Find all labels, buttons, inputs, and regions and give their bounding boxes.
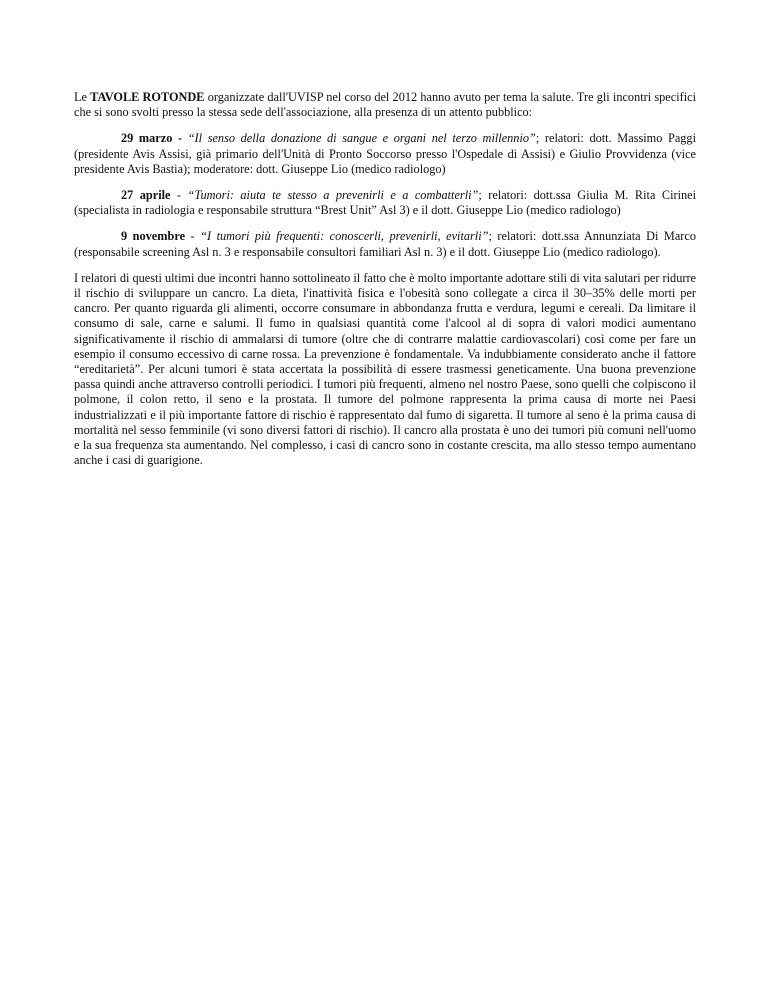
event-details: ; relatori: dott.ssa Giulia M. Rita Cirinei (specialista in radiologia e responsabile struttura “Brest Unit” Asl 3) e il dott. Giuseppe Lio (medico radiologo) <box>74 188 697 218</box>
event-date: 29 marzo - <box>121 131 183 146</box>
event-item <box>74 188 696 218</box>
event-title: “Tumori: aiuta te stesso a prevenirli e a combatterli” <box>187 188 479 203</box>
event-details: ; relatori: dott.ssa Annunziata Di Marco (responsabile screening Asl n. 3 e responsabile consultori familiari Asl n. 3) e il dott. Giuseppe Lio (medico radiologo). <box>74 229 696 259</box>
event-date: 27 aprile <box>121 188 171 203</box>
event-date: 9 novembre <box>121 229 186 244</box>
document-body <box>74 90 696 468</box>
event-item <box>74 229 696 259</box>
event-title: “Il senso della donazione di sangue e organi nel terzo millennio” <box>187 131 536 146</box>
intro-text: organizzate dall'UVISP nel corso del 2012 hanno avuto per tema la salute. Tre gli incontri specifici che si sono svolti presso la stessa sede dell'associazione, alla presenza di un attento pubblico: <box>74 90 697 120</box>
intro-paragraph <box>74 90 696 120</box>
intro-highlight: TAVOLE ROTONDE <box>90 90 205 104</box>
event-separator: - <box>170 188 188 203</box>
closing-paragraph: I relatori di questi ultimi due incontri hanno sottolineato il fatto che è molto importante adottare stili di vita salutari per ridurre il rischio di sviluppare un cancro. La dieta, l'inattività fisica e l'obesità sono collegate a circa il 30–35% delle morti per cancro. Per quanto riguarda gli alimenti, occorre consumare in abbondanza frutta e verdura, legumi e cereali. Da limitare il consumo di sale, carne e salumi. Il fumo in qualsiasi quantità come l'alcool al di sopra di valori modici aumentano significativamente il rischio di ammalarsi di tumore (oltre che di contrarre malattie cardiovascolari) così come per fare un esempio il consumo eccessivo di carne rossa. La prevenzione è fondamentale. Va indubbiamente considerato anche il fattore “ereditarietà”. Per alcuni tumori è stata accertata la possibilità di essere trasmessi geneticamente. Una buona prevenzione passa quindi anche attraverso controlli periodici. I tumori più frequenti, almeno nel nostro Paese, sono quelli che colpiscono il polmone, il colon retto, il seno e la prostata. Il tumore del polmone rappresenta la prima causa di morte nei Paesi industrializzati e il più importante fattore di rischio è rappresentato dal fumo di sigaretta. Il tumore al seno è la prima causa di mortalità nel sesso femminile (vi sono diversi fattori di rischio). Il cancro alla prostata è uno dei tumori più comuni nell'uomo e la sua frequenza sta aumentando. Nel complesso, i casi di cancro sono in costante crescita, ma allo stesso tempo aumentano anche i casi di guarigione. <box>74 270 696 468</box>
event-separator: - <box>185 229 201 244</box>
intro-prefix: Le <box>74 90 91 104</box>
event-details: ; relatori: dott. Massimo Paggi (presidente Avis Assisi, già primario dell'Unità di Pronto Soccorso presso l'Ospedale di Assisi) e Giulio Provvidenza (vice presidente Avis Bastia); moderatore: dott. Giuseppe Lio (medico radiologo) <box>74 131 696 176</box>
event-item <box>74 131 696 177</box>
event-title: “I tumori più frequenti: conoscerli, prevenirli, evitarli” <box>200 229 489 244</box>
